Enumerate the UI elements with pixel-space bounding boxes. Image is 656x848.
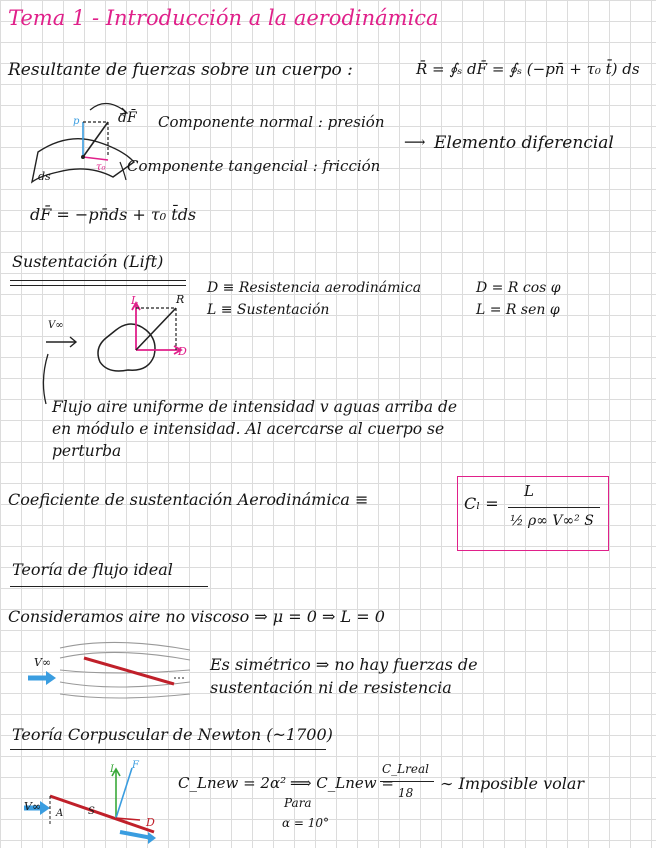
- newton-label-S: S: [88, 806, 95, 817]
- newton-label-v: V∞: [24, 800, 42, 813]
- section2-underline-2: [10, 285, 186, 286]
- label-ds: ds: [38, 170, 51, 183]
- newton-label-A: A: [56, 808, 64, 819]
- coefficient-label: Coeficiente de sustentación Aerodinámica ≡: [8, 490, 369, 509]
- para-label: Para: [284, 796, 312, 810]
- flow-text-line2: en módulo e intensidad. Al acercarse al cuerpo se: [52, 420, 445, 438]
- ideal-flow-label-v: V∞: [34, 656, 52, 669]
- lift-label-D: D: [178, 345, 187, 358]
- tangential-component: Componente tangencial : fricción: [127, 157, 381, 175]
- eq-d: D = R cos φ: [476, 280, 561, 296]
- symmetric-text-line1: Es simétrico ⇒ no hay fuerzas de: [210, 655, 478, 674]
- newton-corpuscular-diagram: [20, 760, 170, 844]
- cl-ratio-bar: [380, 781, 434, 782]
- lift-label-v: V∞: [48, 320, 64, 331]
- cl-numerator: L: [524, 482, 534, 500]
- cl-ratio-numerator: C_Lreal: [382, 762, 429, 776]
- alpha-value: α = 10°: [282, 816, 330, 830]
- ideal-flow-diagram: [24, 636, 196, 706]
- cl-fraction-bar: [508, 507, 600, 508]
- def-l: L ≡ Sustentación: [207, 302, 330, 318]
- cl-newton: C_Lnew = 2α²: [178, 774, 287, 792]
- newton-label-F: F: [132, 760, 139, 771]
- flow-text-line1: Flujo aire uniforme de intensidad v aguas arriba de: [52, 398, 458, 416]
- resultant-equation: R̄ = ∮ₛ dF̄ = ∮ₛ (−pn̄ + τ₀ t̄) ds: [416, 60, 640, 78]
- label-df: dF̄: [118, 110, 137, 126]
- label-tau: τ₀: [96, 162, 106, 173]
- eq-l: L = R sen φ: [476, 302, 560, 318]
- cl-symbol: Cₗ =: [464, 494, 499, 513]
- lift-label-R: R: [176, 293, 185, 306]
- section3-underline: [10, 586, 208, 587]
- section2-underline: [10, 280, 186, 281]
- newton-label-D: D: [146, 816, 155, 829]
- cl-denominator: ½ ρ∞ V∞² S: [510, 513, 594, 529]
- normal-component: Componente normal : presión: [158, 113, 385, 131]
- page-title: Tema 1 - Introducción a la aerodinámica: [8, 6, 439, 30]
- section4-heading: Teoría Corpuscular de Newton (~1700): [12, 725, 333, 744]
- right-arrow-icon: ⟶: [404, 133, 426, 151]
- flow-text-line3: perturba: [52, 442, 122, 460]
- cl-ratio-denominator: 18: [398, 786, 414, 800]
- cl-ratio-left: ⟹ C_Lnew =: [290, 774, 394, 792]
- section2-heading: Sustentación (Lift): [12, 252, 164, 271]
- section4-underline: [10, 749, 326, 750]
- impossible-to-fly: ∼ Imposible volar: [440, 774, 585, 793]
- newton-label-L: L: [110, 764, 117, 775]
- differential-element: Elemento diferencial: [434, 133, 614, 153]
- symmetric-text-line2: sustentación ni de resistencia: [210, 678, 452, 697]
- label-p: p: [73, 116, 80, 127]
- df-formula: dF̄ = −pn̄ds + τ₀ t̄ds: [30, 205, 197, 224]
- lift-label-L: L: [131, 294, 139, 307]
- consider-statement: Consideramos aire no viscoso ⇒ μ = 0 ⇒ L = 0: [8, 607, 385, 626]
- section3-heading: Teoría de flujo ideal: [12, 560, 173, 579]
- def-d: D ≡ Resistencia aerodinámica: [207, 280, 422, 296]
- lift-diagram: [36, 290, 196, 410]
- section1-heading: Resultante de fuerzas sobre un cuerpo :: [8, 60, 353, 80]
